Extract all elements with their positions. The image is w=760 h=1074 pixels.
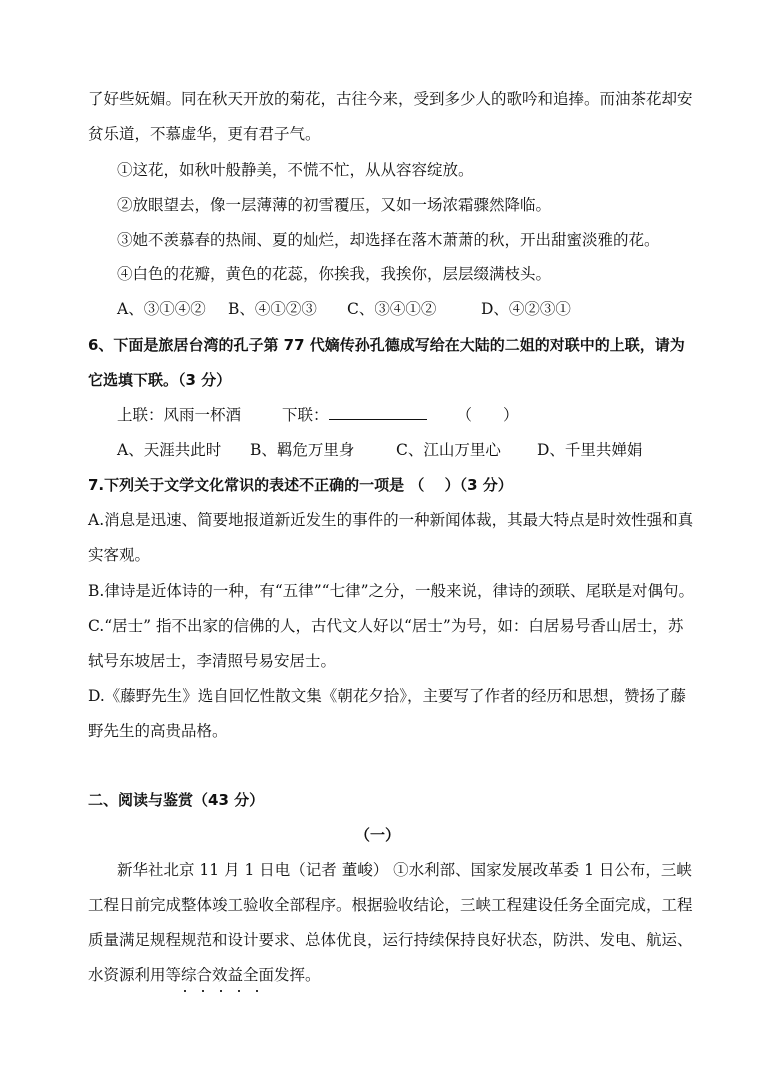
q5-option-b: B、④①②③ [228,300,317,318]
q7-title: 7.下列关于文学文化常识的表述不正确的一项是 （ ）（3 分） [88,476,513,494]
section-2-subtitle: （一） [355,826,401,844]
q7-option-d-line-1: D.《藤野先生》选自回忆性散文集《朝花夕拾》，主要写了作者的经历和思想，赞扬了藤 [88,687,687,705]
intro-line-1: 了好些妩媚。同在秋天开放的菊花，古往今来，受到多少人的歌吟和追捧。而油茶花却安 [88,90,693,108]
q6-answer-paren: （ ） [456,406,519,424]
q7-option-a-line-2: 实客观。 [88,546,151,564]
q6-option-c: C、江山万里心 [396,441,501,459]
q5-item-4: ④白色的花瓣，黄色的花蕊，你挨我，我挨你，层层缀满枝头。 [117,265,552,283]
q5-item-2: ②放眼望去，像一层薄薄的初雪覆压，又如一场浓霜骤然降临。 [117,196,552,214]
passage-line-4: 水资源利用等综合效益全面发挥。 [88,966,321,984]
q6-upper-couplet: 上联：风雨一杯酒 [117,406,242,424]
q5-item-3: ③她不羡慕春的热闹、夏的灿烂，却选择在落木萧萧的秋，开出甜蜜淡雅的花。 [117,231,660,249]
passage-line-1: 新华社北京 11 月 1 日电（记者 董峻） ①水利部、国家发展改革委 1 日公布，三峡 [117,861,692,879]
q5-option-c: C、③④①② [347,300,437,318]
q7-option-b: B.律诗是近体诗的一种，有“五律”“七律”之分，一般来说，律诗的颈联、尾联是对偶句。 [88,582,695,600]
q6-option-a: A、天涯共此时 [117,441,222,459]
passage-line-3: 质量满足规程规范和设计要求、总体优良，运行持续保持良好状态，防洪、发电、航运、 [88,931,693,949]
q5-option-a: A、③①④② [117,300,206,318]
q6-option-d: D、千里共婵娟 [537,441,643,459]
section-2-title: 二、阅读与鉴赏（43 分） [88,791,265,809]
intro-line-2: 贫乐道，不慕虚华，更有君子气。 [88,125,321,143]
q6-title-line-2: 它选填下联。（3 分） [88,371,232,389]
q7-option-a-line-1: A.消息是迅速、简要地报道新近发生的事件的一种新闻体裁，其最大特点是时效性强和真 [88,511,694,529]
passage-line-2: 工程日前完成整体竣工验收全部程序。根据验收结论，三峡工程建设任务全面完成，工程 [88,896,693,914]
emphasis-dots [176,990,266,992]
q7-option-c-line-1: C.“居士” 指不出家的信佛的人，古代文人好以“居士”为号，如：白居易号香山居士，苏 [88,617,684,635]
q6-option-b: B、羁危万里身 [250,441,355,459]
q7-option-d-line-2: 野先生的高贵品格。 [88,722,228,740]
q6-lower-label: 下联： [282,406,329,424]
q5-option-d: D、④②③① [481,300,571,318]
q6-answer-blank [329,405,427,420]
q6-title-line-1: 6、下面是旅居台湾的孔子第 77 代嫡传孙孔德成写给在大陆的二姐的对联中的上联，请为 [88,336,685,354]
q7-option-c-line-2: 轼号东坡居士，李清照号易安居士。 [88,652,337,670]
q5-item-1: ①这花，如秋叶般静美，不慌不忙，从从容容绽放。 [117,161,474,179]
q6-lower-couplet [282,404,519,426]
